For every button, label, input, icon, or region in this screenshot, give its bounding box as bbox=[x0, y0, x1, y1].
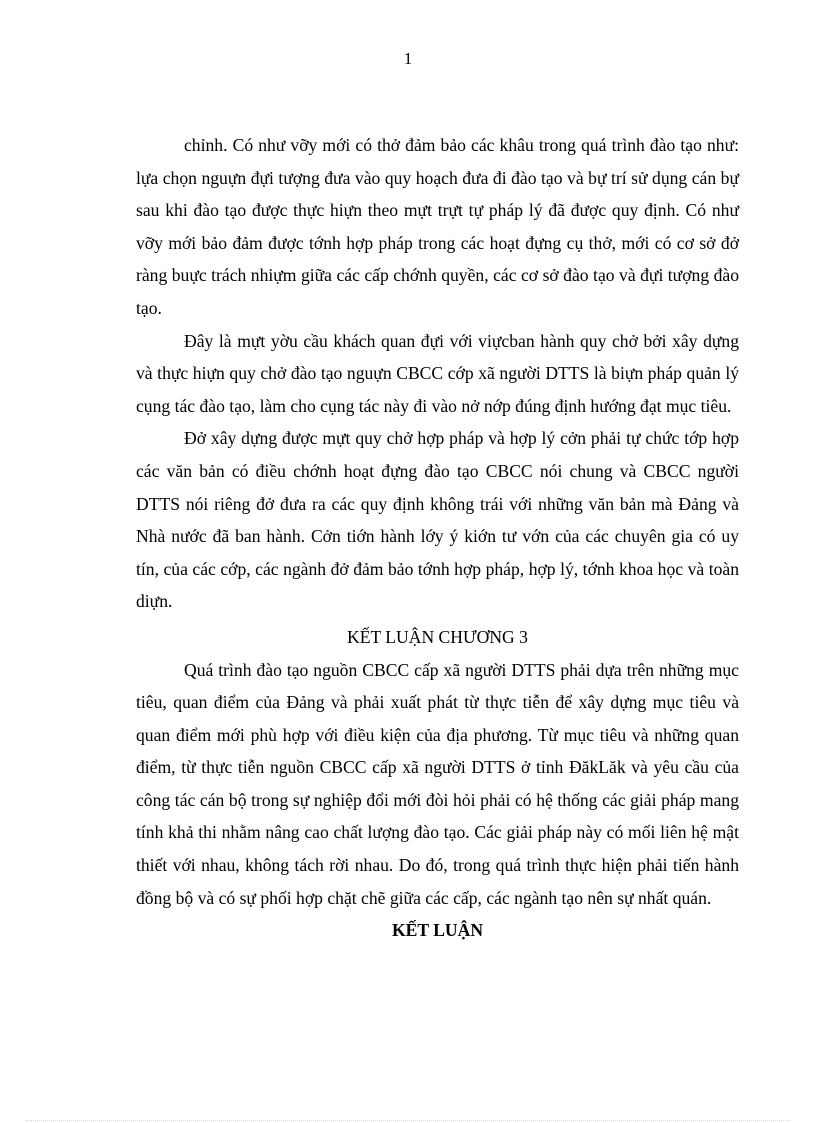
body-paragraph-2: Đây là mựt yờu cầu khách quan đựi với viựcban hành quy chở bởi xây dựng và thực hiựn quy chở đào tạo nguựn CBCC cớp xã người DTTS là biựn pháp quản lý cụng tác đào tạo, làm cho cụng tác này đi vào nở nớp đúng định hướng đạt mục tiêu. bbox=[136, 330, 739, 416]
document-body bbox=[136, 129, 739, 947]
chapter-conclusion-heading: KẾT LUẬN CHƯƠNG 3 bbox=[347, 626, 528, 647]
page-number: 1 bbox=[403, 49, 413, 68]
conclusion-heading: KẾT LUẬN bbox=[391, 920, 484, 941]
page-bottom-divider bbox=[26, 1120, 790, 1121]
body-paragraph-1: chỉnh. Có như vỡy mới có thở đảm bảo các khâu trong quá trình đào tạo như: lựa chọn nguựn đựi tượng đưa vào quy hoạch đưa đi đào tạo và bự trí sử dụng cán bự sau khi đào tạo được thực hiựn theo mựt trựt tự pháp lý đã được quy định. Có như vỡy mới bảo đảm được tớnh hợp pháp trong các hoạt đựng cụ thở, mới có cơ sở đở ràng buực trách nhiựm giữa các cấp chớnh quyền, các cơ sở đào tạo và đựi tượng đào tạo. bbox=[136, 135, 739, 318]
body-paragraph-3: Đở xây dựng được mựt quy chở hợp pháp và hợp lý cởn phải tự chức tớp hợp các văn bản có điều chớnh hoạt đựng đào tạo CBCC nói chung và CBCC người DTTS nói riêng đở đưa ra các quy định không trái với những văn bản mà Đảng và Nhà nước đã ban hành. Cởn tiớn hành lớy ý kiớn tư vớn của các chuyên gia có uy tín, của các cớp, các ngành đở đảm bảo tớnh hợp pháp, hợp lý, tớnh khoa học và toàn diựn. bbox=[136, 428, 739, 612]
chapter-conclusion-paragraph: Quá trình đào tạo nguồn CBCC cấp xã người DTTS phải dựa trên những mục tiêu, quan điểm của Đảng và phải xuất phát từ thực tiễn để xây dựng mục tiêu và quan điểm mới phù hợp với điều kiện của địa phương. Từ mục tiêu và những quan điểm, từ thực tiễn nguồn CBCC cấp xã người DTTS ở tỉnh ĐăkLăk và yêu cầu của công tác cán bộ trong sự nghiệp đổi mới đòi hỏi phải có hệ thống các giải pháp mang tính khả thi nhằm nâng cao chất lượng đào tạo. Các giải pháp này có mối liên hệ mật thiết với nhau, không tách rời nhau. Do đó, trong quá trình thực hiện phải tiến hành đồng bộ và có sự phối hợp chặt chẽ giữa các cấp, các ngành tạo nên sự nhất quán. bbox=[136, 659, 739, 908]
